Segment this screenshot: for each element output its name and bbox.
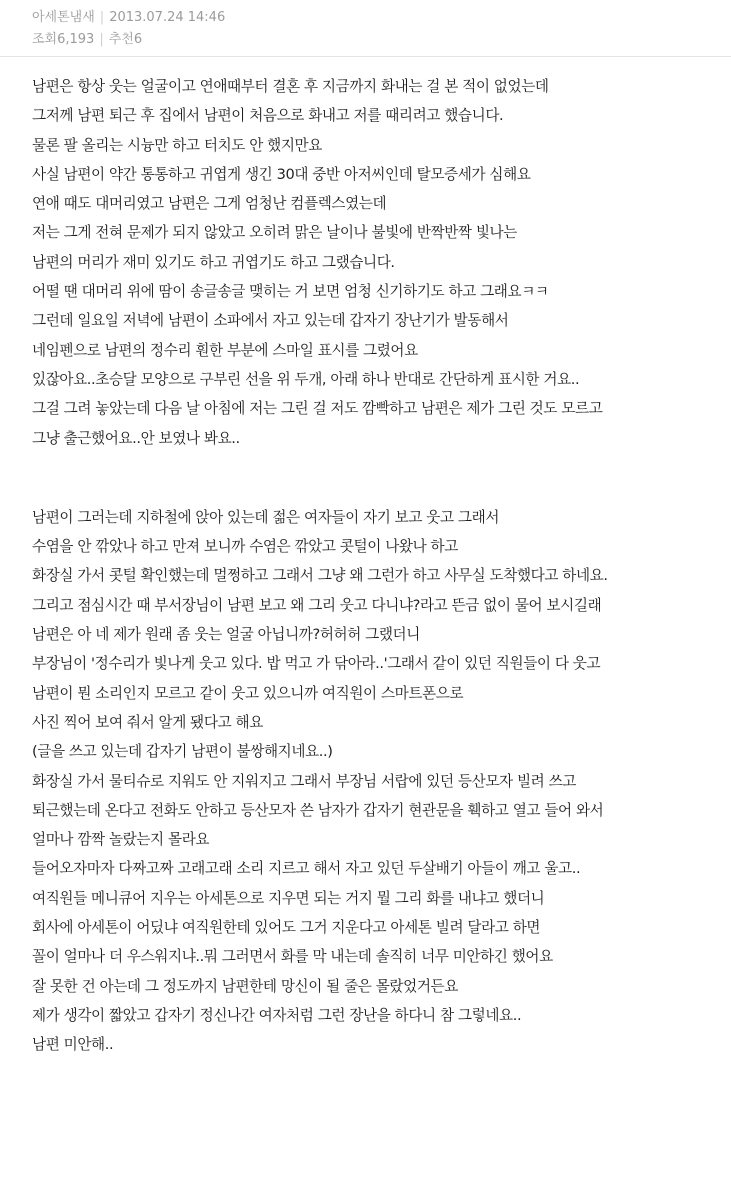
- text-line: 네임펜으로 남편의 정수리 훤한 부분에 스마일 표시를 그렸어요: [32, 341, 418, 359]
- text-line: 사진 찍어 보여 줘서 알게 됐다고 해요: [32, 713, 263, 731]
- header-divider: [0, 56, 731, 57]
- text-line: 회사에 아세톤이 어딨냐 여직원한테 있어도 그거 지운다고 아세톤 빌려 달라고 하면: [32, 919, 541, 937]
- text-line: 그냥 출근했어요..안 보였나 봐요..: [32, 429, 240, 447]
- text-line: 퇴근했는데 온다고 전화도 안하고 등산모자 쓴 남자가 갑자기 현관문을 훽하고 열고 들어 와서: [32, 801, 604, 819]
- text-line: 그런데 일요일 저녁에 남편이 소파에서 자고 있는데 갑자기 장난기가 발동해서: [32, 312, 509, 330]
- text-line: 남편이 뭔 소리인지 모르고 같이 웃고 있으니까 여직원이 스마트폰으로: [32, 684, 464, 702]
- post-header: [0, 0, 731, 52]
- text-line: 저는 그게 전혀 문제가 되지 않았고 오히려 맑은 날이나 불빛에 반짝반짝 빛나는: [32, 224, 517, 242]
- paragraph-gap: [32, 453, 722, 503]
- author-name[interactable]: 아세톤냄새: [32, 10, 95, 25]
- text-line: 물론 팔 올리는 시늉만 하고 터치도 안 했지만요: [32, 136, 322, 154]
- text-line: 남편은 아 네 제가 원래 좀 웃는 얼굴 아닙니까?허허허 그랬더니: [32, 626, 420, 644]
- text-line: 있잖아요..초승달 모양으로 구부린 선을 위 두개, 아래 하나 반대로 간단하게 표시한 거요..: [32, 370, 580, 388]
- text-line: 그걸 그려 놓았는데 다음 날 아침에 저는 그린 걸 저도 깜빡하고 남편은 제가 그린 것도 모르고: [32, 400, 603, 418]
- text-line: 얼마나 깜짝 놀랐는지 몰라요: [32, 831, 210, 849]
- text-line: 그저께 남편 퇴근 후 집에서 남편이 처음으로 화내고 저를 때리려고 했습니다.: [32, 107, 504, 125]
- text-line: 부장님이 '정수리가 빛나게 웃고 있다. 밥 먹고 가 닦아라..'그래서 같이 있던 직원들이 다 웃고: [32, 655, 601, 673]
- text-line: 잘 못한 건 아는데 그 정도까지 남편한테 망신이 될 줄은 몰랐었거든요: [32, 977, 458, 995]
- meta-divider: |: [99, 10, 105, 25]
- text-line: 어떨 땐 대머리 위에 땀이 송글송글 맺히는 거 보면 엄청 신기하기도 하고 그래요ㅋㅋ: [32, 283, 549, 301]
- text-line: 제가 생각이 짧았고 갑자기 정신나간 여자처럼 그런 장난을 하다니 참 그렇네요..: [32, 1006, 522, 1024]
- text-line: 남편은 항상 웃는 얼굴이고 연애때부터 결혼 후 지금까지 화내는 걸 본 적이 없었는데: [32, 78, 549, 95]
- text-line: 여직원들 메니큐어 지우는 아세톤으로 지우면 되는 거지 뭘 그리 화를 내냐고 했더니: [32, 889, 545, 907]
- text-line: (글을 쓰고 있는데 갑자기 남편이 불쌍해지네요..): [32, 743, 333, 761]
- text-line: 남편의 머리가 재미 있기도 하고 귀엽기도 하고 그랬습니다.: [32, 253, 395, 271]
- view-count: 조회6,193: [32, 32, 95, 47]
- text-line: 수염을 안 깎았나 하고 만져 보니까 수염은 깎았고 콧털이 나왔나 하고: [32, 538, 458, 556]
- post-meta-line: [32, 6, 225, 25]
- text-line: 화장실 가서 콧털 확인했는데 멀쩡하고 그래서 그냥 왜 그런가 하고 사무실 도착했다고 하네요.: [32, 567, 608, 585]
- meta-divider: |: [99, 32, 104, 47]
- post-body: [32, 72, 722, 1060]
- paragraph: [32, 503, 722, 1060]
- text-line: 그리고 점심시간 때 부서장님이 남편 보고 왜 그리 웃고 다니냐?라고 뜬금 없이 물어 보시길래: [32, 596, 602, 614]
- text-line: 남편이 그러는데 지하철에 앉아 있는데 젊은 여자들이 자기 보고 웃고 그래서: [32, 508, 500, 526]
- post-datetime: 2013.07.24 14:46: [109, 10, 226, 25]
- like-count: 추천6: [108, 32, 143, 47]
- text-line: 화장실 가서 물티슈로 지워도 안 지워지고 그래서 부장님 서랍에 있던 등산모자 빌려 쓰고: [32, 772, 576, 790]
- text-line: 연애 때도 대머리였고 남편은 그게 엄청난 컴플렉스였는데: [32, 195, 387, 213]
- text-line: 남편 미안해..: [32, 1036, 114, 1054]
- paragraph: [32, 72, 722, 453]
- text-line: 사실 남편이 약간 통통하고 귀엽게 생긴 30대 중반 아저씨인데 탈모증세가 심해요: [32, 165, 531, 183]
- post-stats-line: [32, 28, 142, 47]
- text-line: 꼴이 얼마나 더 우스워지냐..뭐 그러면서 화를 막 내는데 솔직히 너무 미안하긴 했어요: [32, 948, 553, 966]
- text-line: 들어오자마자 다짜고짜 고래고래 소리 지르고 해서 자고 있던 두살배기 아들이 깨고 울고..: [32, 860, 581, 878]
